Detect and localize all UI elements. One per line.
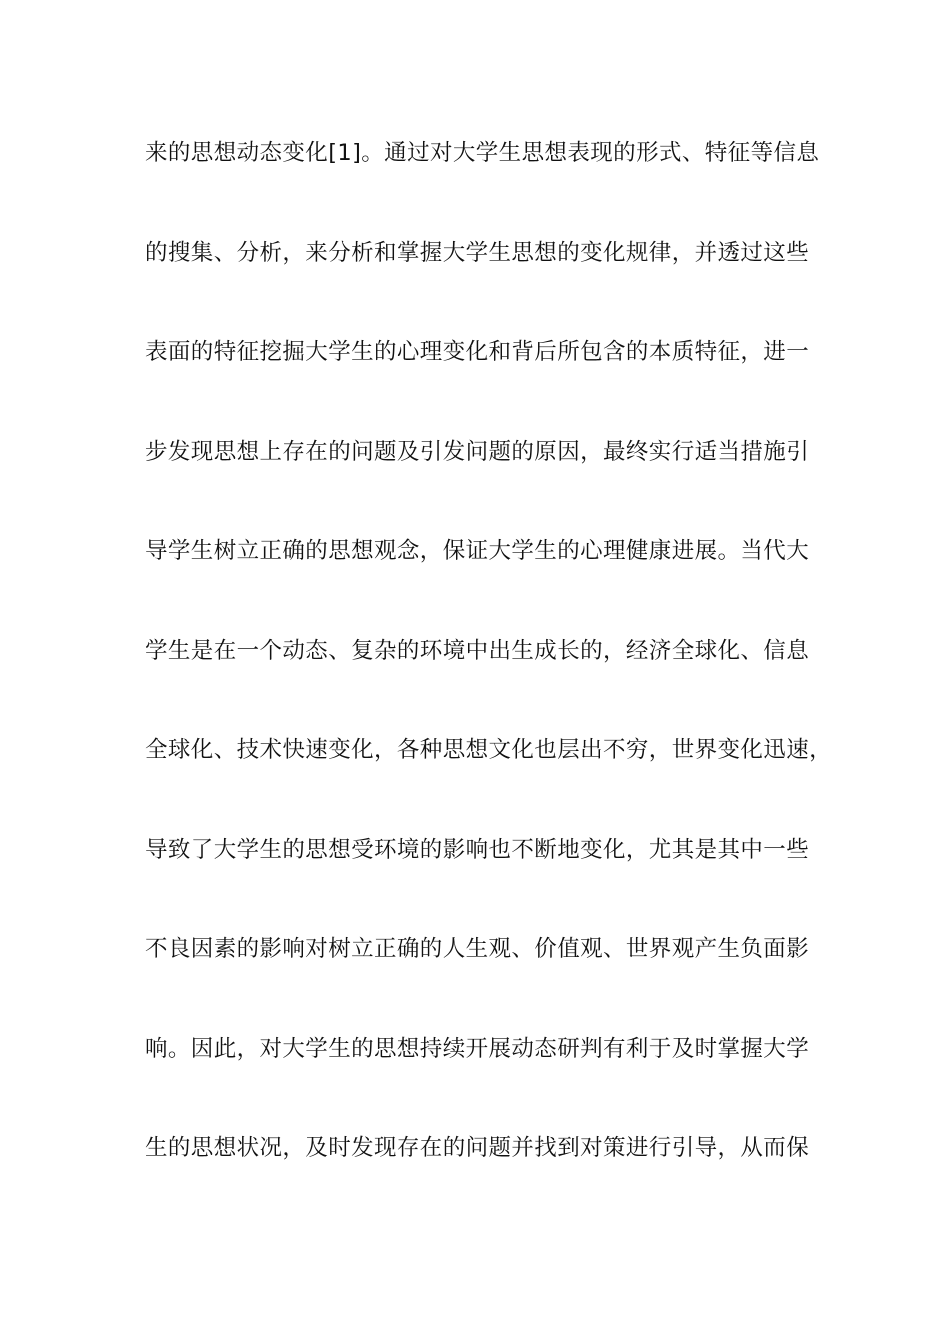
text-line: 学生是在一个动态、复杂的环境中出生成长的，经济全球化、信息 (145, 637, 810, 664)
document-body (145, 133, 833, 1228)
text-line: 表面的特征挖掘大学生的心理变化和背后所包含的本质特征，进一 (145, 339, 810, 365)
text-line: 导致了大学生的思想受环境的影响也不断地变化，尤其是其中一些 (145, 836, 810, 863)
text-line: 响。因此，对大学生的思想持续开展动态研判有利于及时掌握大学 (145, 1035, 810, 1062)
text-line: 生的思想状况，及时发现存在的问题并找到对策进行引导，从而保 (145, 1135, 810, 1161)
text-line: 导学生树立正确的思想观念，保证大学生的心理健康进展。当代大 (145, 538, 810, 564)
text-line: 全球化、技术快速变化，各种思想文化也层出不穷，世界变化迅速， (145, 737, 833, 763)
text-line: 的搜集、分析，来分析和掌握大学生思想的变化规律，并透过这些 (145, 239, 810, 266)
text-line: 不良因素的影响对树立正确的人生观、价值观、世界观产生负面影 (145, 936, 810, 962)
text-line: 来的思想动态变化[1]。通过对大学生思想表现的形式、特征等信息 (145, 140, 820, 166)
text-line: 步发现思想上存在的问题及引发问题的原因，最终实行适当措施引 (145, 438, 810, 465)
